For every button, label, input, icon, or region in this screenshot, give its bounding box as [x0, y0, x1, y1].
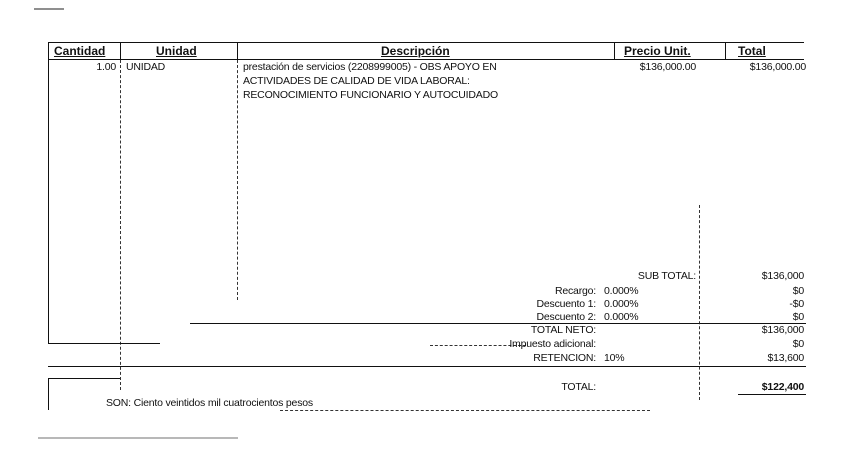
header-precio: Precio Unit.: [624, 44, 691, 58]
total-top-rule: [48, 366, 806, 367]
header-total: Total: [738, 44, 766, 58]
retencion-pct: 10%: [604, 352, 625, 364]
descuento1-value: -$0: [789, 298, 804, 310]
total-bottom-rule: [738, 394, 806, 395]
retencion-label: RETENCION:: [533, 352, 596, 364]
col-sep-precio-total-dashed: [699, 205, 700, 400]
col-sep-cantidad-unidad: [120, 42, 121, 60]
son-text: SON: Ciento veintidos mil cuatrocientos pesos: [106, 397, 313, 409]
descuento2-value: $0: [792, 311, 804, 323]
descuento1-pct: 0.000%: [604, 298, 639, 310]
col-left-border: [48, 42, 49, 344]
retencion-value: $13,600: [767, 352, 804, 364]
descuento1-label: Descuento 1:: [536, 298, 596, 310]
header-bottom-rule: [48, 59, 804, 60]
item-descripcion-line-1: prestación de servicios (2208999005) - OBS APOYO EN: [243, 61, 497, 73]
scan-artifact-top: [34, 8, 64, 10]
impuesto-label: Impuesto adicional:: [509, 338, 596, 350]
scan-artifact-bottom: [38, 437, 238, 439]
item-total: $136,000.00: [749, 61, 806, 73]
left-bracket-bottom: [48, 343, 160, 344]
recargo-value: $0: [792, 285, 804, 297]
item-descripcion-line-2: ACTIVIDADES DE CALIDAD DE VIDA LABORAL:: [243, 75, 470, 87]
descuento2-pct: 0.000%: [604, 311, 639, 323]
total-neto-label: TOTAL NETO:: [530, 324, 596, 336]
col-sep-unidad-desc: [237, 42, 238, 60]
left-bracket-lower: [48, 378, 49, 410]
col-sep-unidad-desc-dashed: [237, 60, 238, 300]
impuesto-value: $0: [792, 338, 804, 350]
total-value: $122,400: [761, 381, 804, 393]
header-unidad: Unidad: [156, 44, 197, 58]
header-top-rule: [48, 42, 804, 43]
item-unidad: UNIDAD: [126, 61, 166, 73]
total-label: TOTAL:: [561, 381, 596, 393]
header-descripcion: Descripción: [381, 44, 450, 58]
subtotal-label: SUB TOTAL:: [637, 270, 696, 282]
item-precio: $136,000.00: [639, 61, 696, 73]
son-underline: [280, 410, 650, 411]
subtotal-value: $136,000: [761, 270, 804, 282]
left-bracket-lower-top: [48, 378, 120, 379]
recargo-label: Recargo:: [554, 285, 596, 297]
header-cantidad: Cantidad: [54, 44, 106, 58]
recargo-pct: 0.000%: [604, 285, 639, 297]
col-sep-precio-total: [725, 42, 726, 60]
col-sep-cantidad-unidad-dashed: [120, 60, 121, 390]
item-descripcion-line-3: RECONOCIMIENTO FUNCIONARIO Y AUTOCUIDADO: [243, 89, 498, 101]
descuento2-label: Descuento 2:: [536, 311, 596, 323]
col-sep-desc-precio: [614, 42, 615, 60]
item-cantidad: 1.00: [96, 61, 116, 73]
total-neto-value: $136,000: [761, 324, 804, 336]
